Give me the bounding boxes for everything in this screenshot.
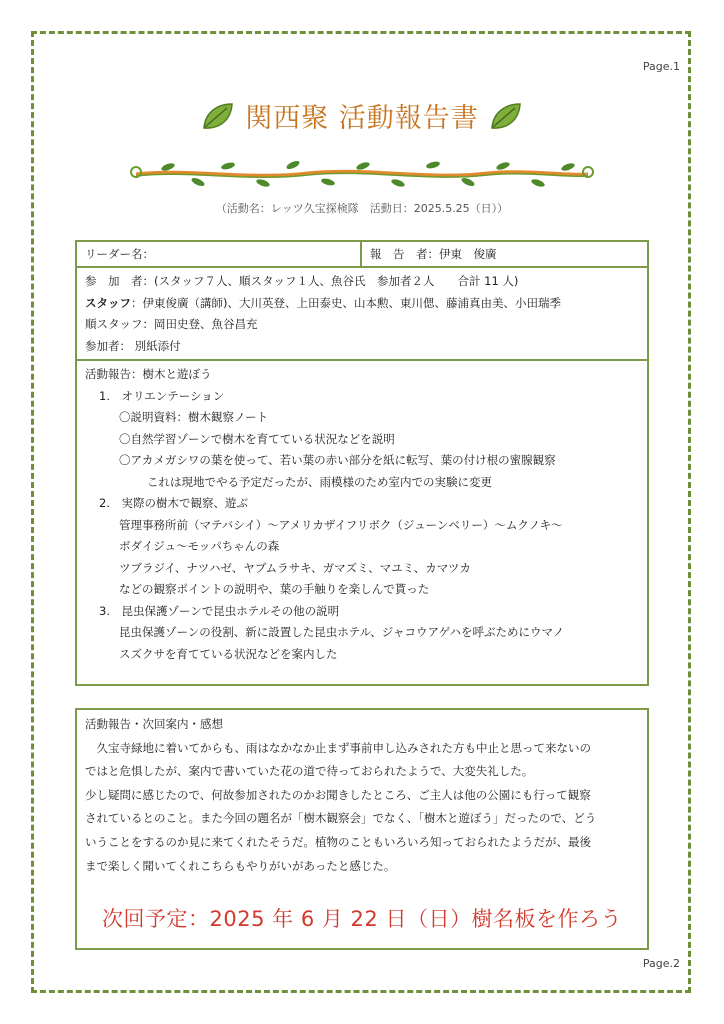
activity-subtitle: （活動名：レッツ久宝探検隊 活動日：2025.5.25（日））	[215, 202, 509, 215]
activity-line: 3. 昆虫保護ゾーンで昆虫ホテルその他の説明	[99, 603, 340, 618]
page-number-bottom: Page.2	[642, 957, 680, 970]
impressions-line: されているとのこと。また今回の題名が「樹木観察会」でなく、「樹木と遊ぼう」だったので、どう	[85, 811, 597, 826]
activity-line: 〇説明資料：樹木観察ノート	[119, 410, 269, 424]
next-plan: 次回予定：2025 年 6 月 22 日（日）樹名板を作ろう	[102, 907, 622, 932]
leaf-icon	[489, 101, 523, 138]
participants-section	[77, 268, 647, 361]
participants-summary: 参 加 者：(スタッフ７人、順スタッフ１人、魚谷氏 参加者２人 合計 11 人)	[85, 274, 519, 288]
activity-section	[77, 361, 647, 668]
impressions-line: いうことをするのか見に来てくれたそうだ。植物のこともいろいろ知っておられたようだが、最後	[85, 834, 591, 849]
title-text: 関西聚 活動報告書	[245, 103, 479, 134]
impressions-line: 少し疑問に感じたので、何故参加されたのかお聞きしたところ、ご主人は他の公園にも行って観察	[85, 787, 591, 802]
leader-name: リーダー名：	[77, 242, 362, 266]
page-title	[0, 96, 724, 138]
guests-line: 参加者： 別紙添付	[85, 338, 181, 353]
staff-names: ：伊東俊廣（講師)、大川英登、上田泰史、山本勲、東川偲、藤浦真由美、小田瑞季	[131, 295, 561, 310]
activity-line: などの観察ポイントの説明や、葉の手触りを楽しんで貰った	[119, 582, 430, 596]
activity-heading: 活動報告：樹木と遊ぼう	[85, 367, 212, 381]
impressions-box	[75, 708, 649, 950]
impressions-line: ではと危惧したが、案内で書いていた花の道で待っておられたようで、大変失礼した。	[85, 764, 534, 779]
staff-line	[85, 293, 639, 315]
activity-line: 2. 実際の樹木で観察、遊ぶ	[99, 496, 248, 510]
activity-lines	[85, 386, 639, 666]
activity-line: 〇自然学習ゾーンで樹木を育てている状況などを説明	[119, 431, 395, 446]
impressions-line: まで楽しく聞いてくれこちらもやりがいがあったと感じた。	[85, 858, 396, 873]
activity-line: 管理事務所前（マテバシイ）～アメリカザイフリボク（ジューンベリー）～ムクノキ～	[119, 517, 563, 532]
activity-line: 1. オリエンテーション	[99, 388, 225, 403]
impressions-line: 久宝寺緑地に着いてからも、雨はなかなか止まず事前申し込みされた方も中止と思って来ないの	[85, 740, 591, 755]
junior-staff-line: 順スタッフ：岡田史登、魚谷昌充	[85, 317, 258, 331]
leaf-icon	[201, 101, 235, 138]
activity-line: 〇アカメガシワの葉を使って、若い葉の赤い部分を紙に転写、葉の付け根の蜜腺観察	[119, 453, 556, 467]
activity-line: ボダイジュ～モッパちゃんの森	[119, 539, 280, 553]
report-table	[75, 240, 649, 686]
activity-line: これは現地でやる予定だったが、雨模様のため室内での実験に変更	[147, 474, 492, 489]
staff-label: スタッフ	[85, 295, 131, 310]
vine-ornament	[128, 158, 596, 194]
reporter-name: 報 告 者：伊東 俊廣	[370, 247, 497, 261]
leader-row	[77, 242, 647, 268]
activity-line: ツブラジイ、ナツハゼ、ヤブムラサキ、ガマズミ、マユミ、カマツカ	[119, 560, 471, 575]
activity-line: スズクサを育てている状況などを案内した	[119, 646, 338, 661]
activity-line: 昆虫保護ゾーンの役割、新に設置した昆虫ホテル、ジャコウアゲハを呼ぶためにウマノ	[119, 625, 565, 639]
page-number-top: Page.1	[642, 60, 680, 73]
impressions-text	[85, 737, 639, 879]
impressions-heading: 活動報告・次回案内・感想	[85, 717, 223, 731]
